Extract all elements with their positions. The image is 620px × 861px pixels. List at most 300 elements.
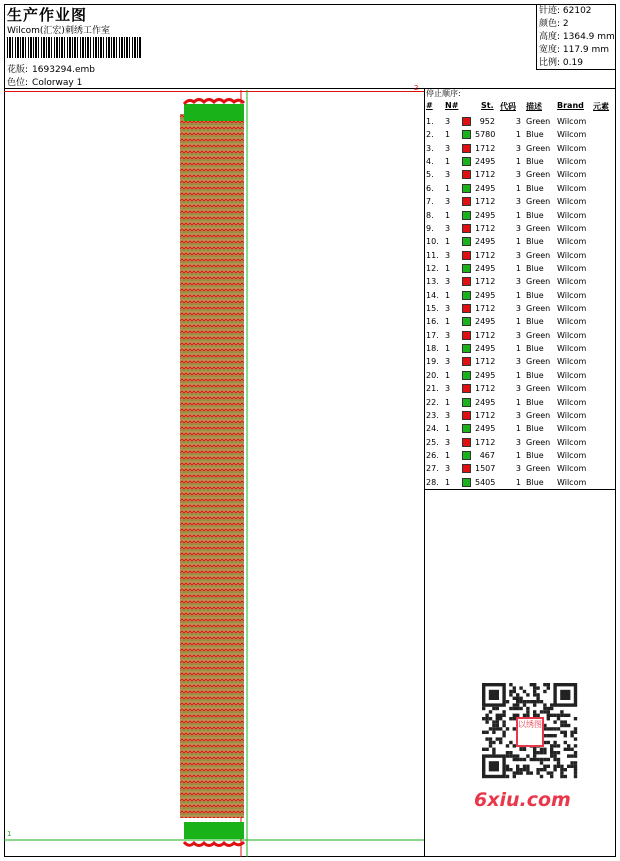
design-label: 花版: bbox=[7, 65, 29, 75]
row-description: Blue bbox=[526, 183, 544, 193]
row-index: 11. bbox=[426, 250, 439, 260]
qr-module bbox=[574, 754, 577, 757]
row-stitches: 2495 bbox=[475, 344, 496, 354]
qr-module bbox=[526, 771, 529, 774]
qr-module bbox=[550, 707, 553, 710]
qr-module bbox=[540, 748, 543, 751]
row-needle: 3 bbox=[445, 250, 451, 260]
row-stitches: 2495 bbox=[475, 237, 496, 247]
qr-module bbox=[485, 737, 488, 740]
row-brand: Wilcom bbox=[557, 384, 587, 394]
row-description: Blue bbox=[526, 290, 544, 300]
qr-module bbox=[557, 717, 560, 720]
colorway-label: 色位: bbox=[7, 78, 29, 88]
color-swatch bbox=[462, 317, 471, 326]
color-swatch bbox=[462, 277, 471, 286]
qr-module bbox=[506, 754, 509, 757]
qr-module bbox=[567, 714, 570, 717]
row-description: Green bbox=[526, 170, 551, 180]
row-index: 8. bbox=[426, 210, 434, 220]
qr-module bbox=[499, 741, 502, 744]
qr-module bbox=[509, 707, 512, 710]
qr-module bbox=[553, 751, 556, 754]
row-index: 22. bbox=[426, 397, 439, 407]
row-brand: Wilcom bbox=[557, 464, 587, 474]
qr-module bbox=[519, 697, 522, 700]
qr-module bbox=[496, 717, 499, 720]
color-count: 颜色: 2 bbox=[539, 19, 569, 29]
qr-module bbox=[567, 744, 570, 747]
colorway-row bbox=[7, 75, 82, 88]
qr-module bbox=[543, 707, 546, 710]
row-code: 1 bbox=[515, 290, 521, 300]
row-index: 16. bbox=[426, 317, 439, 327]
table-row bbox=[425, 222, 616, 235]
row-code: 3 bbox=[515, 330, 521, 340]
table-row bbox=[425, 249, 616, 262]
row-needle: 1 bbox=[445, 157, 451, 167]
stop-sequence-title: 停止顺序: bbox=[426, 89, 461, 98]
qr-module bbox=[567, 754, 570, 757]
qr-module bbox=[564, 748, 567, 751]
qr-module bbox=[560, 771, 563, 774]
qr-module bbox=[533, 700, 536, 703]
row-description: Blue bbox=[526, 477, 544, 487]
qr-module bbox=[513, 697, 516, 700]
qr-module bbox=[513, 771, 516, 774]
table-row bbox=[425, 235, 616, 248]
qr-module bbox=[513, 703, 516, 706]
row-needle: 1 bbox=[445, 370, 451, 380]
qr-module bbox=[533, 693, 536, 696]
qr-module bbox=[526, 710, 529, 713]
qr-module bbox=[547, 686, 550, 689]
row-code: 1 bbox=[515, 210, 521, 220]
row-stitches: 1712 bbox=[475, 410, 496, 420]
table-row bbox=[425, 115, 616, 128]
qr-module bbox=[543, 748, 546, 751]
qr-module bbox=[492, 731, 495, 734]
row-brand: Wilcom bbox=[557, 290, 587, 300]
row-needle: 1 bbox=[445, 344, 451, 354]
table-row bbox=[425, 168, 616, 181]
table-row bbox=[425, 355, 616, 368]
qr-module bbox=[492, 748, 495, 751]
qr-module bbox=[560, 768, 563, 771]
qr-module bbox=[499, 714, 502, 717]
stats-box bbox=[536, 4, 616, 70]
table-row bbox=[425, 289, 616, 302]
qr-module bbox=[530, 700, 533, 703]
qr-module bbox=[553, 765, 556, 768]
qr-module bbox=[543, 690, 546, 693]
row-description: Green bbox=[526, 330, 551, 340]
design-file-row bbox=[7, 62, 95, 75]
qr-module bbox=[499, 737, 502, 740]
qr-module bbox=[509, 683, 512, 686]
design-file: 1693294.emb bbox=[32, 65, 96, 75]
row-brand: Wilcom bbox=[557, 344, 587, 354]
qr-module bbox=[513, 707, 516, 710]
design-canvas bbox=[4, 84, 424, 857]
colorway-name: Colorway 1 bbox=[32, 78, 83, 88]
row-index: 28. bbox=[426, 477, 439, 487]
row-needle: 1 bbox=[445, 451, 451, 460]
row-description: Blue bbox=[526, 344, 544, 354]
qr-module bbox=[543, 751, 546, 754]
qr-module bbox=[509, 751, 512, 754]
qr-module bbox=[506, 765, 509, 768]
row-stitches: 2495 bbox=[475, 157, 496, 167]
table-row bbox=[425, 396, 616, 409]
row-description: Green bbox=[526, 437, 551, 447]
col-header-element: 元素 bbox=[593, 102, 609, 111]
table-row bbox=[425, 128, 616, 141]
qr-module bbox=[533, 686, 536, 689]
color-swatch bbox=[462, 211, 471, 220]
qr-module bbox=[570, 754, 573, 757]
qr-module bbox=[574, 761, 577, 764]
row-description: Green bbox=[526, 143, 551, 153]
color-swatch bbox=[462, 170, 471, 179]
qr-module bbox=[509, 693, 512, 696]
qr-module bbox=[567, 748, 570, 751]
qr-module bbox=[553, 734, 556, 737]
row-stitches: 1712 bbox=[475, 330, 496, 340]
qr-module bbox=[533, 710, 536, 713]
qr-module bbox=[540, 768, 543, 771]
qr-module bbox=[523, 758, 526, 761]
row-brand: Wilcom bbox=[557, 424, 587, 434]
row-stitches: 2495 bbox=[475, 424, 496, 434]
company-name: Wilcom(汇宏)刺绣工作室 bbox=[7, 26, 110, 36]
qr-module bbox=[550, 754, 553, 757]
qr-module bbox=[519, 748, 522, 751]
row-needle: 1 bbox=[445, 183, 451, 193]
qr-module bbox=[540, 751, 543, 754]
qr-module bbox=[550, 748, 553, 751]
qr-module bbox=[547, 714, 550, 717]
qr-module bbox=[506, 700, 509, 703]
row-needle: 3 bbox=[445, 410, 451, 420]
color-swatch bbox=[462, 224, 471, 233]
table-row bbox=[425, 275, 616, 288]
qr-module bbox=[567, 724, 570, 727]
row-stitches: 2495 bbox=[475, 263, 496, 273]
col-header-code: 代码 bbox=[500, 102, 516, 111]
qr-module bbox=[553, 714, 556, 717]
qr-module bbox=[533, 690, 536, 693]
row-brand: Wilcom bbox=[557, 130, 587, 140]
row-code: 1 bbox=[515, 317, 521, 327]
qr-module bbox=[536, 697, 539, 700]
qr-module bbox=[560, 724, 563, 727]
table-row bbox=[425, 476, 616, 489]
row-brand: Wilcom bbox=[557, 437, 587, 447]
row-code: 1 bbox=[515, 130, 521, 140]
qr-module bbox=[523, 703, 526, 706]
row-stitches: 1712 bbox=[475, 170, 496, 180]
qr-finder bbox=[489, 761, 499, 771]
qr-module bbox=[496, 737, 499, 740]
color-swatch bbox=[462, 291, 471, 300]
color-swatch bbox=[462, 304, 471, 313]
row-stitches: 2495 bbox=[475, 183, 496, 193]
qr-module bbox=[506, 751, 509, 754]
qr-module bbox=[485, 717, 488, 720]
row-description: Blue bbox=[526, 210, 544, 220]
qr-module bbox=[543, 710, 546, 713]
qr-module bbox=[492, 724, 495, 727]
table-row bbox=[425, 369, 616, 382]
qr-module bbox=[516, 758, 519, 761]
qr-module bbox=[513, 690, 516, 693]
qr-module bbox=[564, 768, 567, 771]
qr-module bbox=[516, 771, 519, 774]
qr-module bbox=[570, 734, 573, 737]
row-needle: 1 bbox=[445, 317, 451, 327]
qr-module bbox=[557, 751, 560, 754]
row-code: 1 bbox=[515, 451, 521, 460]
row-needle: 3 bbox=[445, 304, 451, 314]
row-stitches: 1712 bbox=[475, 143, 496, 153]
qr-module bbox=[492, 707, 495, 710]
row-stitches: 1712 bbox=[475, 304, 496, 314]
qr-module bbox=[506, 775, 509, 778]
color-swatch bbox=[462, 411, 471, 420]
qr-module bbox=[526, 700, 529, 703]
row-index: 19. bbox=[426, 357, 439, 367]
row-description: Blue bbox=[526, 237, 544, 247]
row-stitches: 1712 bbox=[475, 223, 496, 233]
row-code: 3 bbox=[515, 357, 521, 367]
design-width: 宽度: 117.9 mm bbox=[539, 45, 610, 55]
row-stitches: 1712 bbox=[475, 437, 496, 447]
qr-module bbox=[523, 700, 526, 703]
qr-module bbox=[496, 727, 499, 730]
table-row bbox=[425, 409, 616, 422]
qr-module bbox=[560, 720, 563, 723]
row-brand: Wilcom bbox=[557, 477, 587, 487]
design-scale: 比例: 0.19 bbox=[539, 58, 583, 68]
color-swatch bbox=[462, 331, 471, 340]
qr-module bbox=[550, 703, 553, 706]
qr-module bbox=[516, 765, 519, 768]
qr-module bbox=[485, 731, 488, 734]
row-index: 12. bbox=[426, 263, 439, 273]
table-row bbox=[425, 262, 616, 275]
row-stitches: 5405 bbox=[475, 477, 496, 487]
qr-module bbox=[519, 758, 522, 761]
row-needle: 3 bbox=[445, 143, 451, 153]
qr-module bbox=[492, 727, 495, 730]
qr-module bbox=[492, 741, 495, 744]
row-code: 1 bbox=[515, 370, 521, 380]
qr-module bbox=[516, 768, 519, 771]
color-swatch bbox=[462, 264, 471, 273]
qr-module bbox=[499, 727, 502, 730]
row-stitches: 2495 bbox=[475, 370, 496, 380]
row-brand: Wilcom bbox=[557, 317, 587, 327]
marker-bottom: 1 bbox=[7, 830, 12, 838]
row-index: 25. bbox=[426, 437, 439, 447]
color-swatch bbox=[462, 438, 471, 447]
color-swatch bbox=[462, 451, 471, 460]
table-row bbox=[425, 436, 616, 449]
qr-module bbox=[502, 710, 505, 713]
qr-module bbox=[564, 731, 567, 734]
row-index: 27. bbox=[426, 464, 439, 474]
qr-module bbox=[564, 724, 567, 727]
qr-module bbox=[536, 768, 539, 771]
qr-module bbox=[536, 686, 539, 689]
row-needle: 3 bbox=[445, 437, 451, 447]
qr-module bbox=[519, 707, 522, 710]
table-row bbox=[425, 182, 616, 195]
qr-module bbox=[574, 771, 577, 774]
qr-module bbox=[485, 748, 488, 751]
qr-module bbox=[543, 683, 546, 686]
qr-module bbox=[482, 707, 485, 710]
qr-module bbox=[547, 765, 550, 768]
qr-module bbox=[547, 683, 550, 686]
qr-module bbox=[543, 758, 546, 761]
row-index: 14. bbox=[426, 290, 439, 300]
qr-module bbox=[482, 717, 485, 720]
row-description: Blue bbox=[526, 451, 544, 460]
row-brand: Wilcom bbox=[557, 357, 587, 367]
qr-module bbox=[550, 727, 553, 730]
row-needle: 3 bbox=[445, 384, 451, 394]
row-brand: Wilcom bbox=[557, 197, 587, 207]
qr-module bbox=[526, 707, 529, 710]
qr-module bbox=[547, 710, 550, 713]
qr-module bbox=[547, 707, 550, 710]
color-swatch bbox=[462, 371, 471, 380]
qr-module bbox=[550, 734, 553, 737]
qr-module bbox=[553, 768, 556, 771]
color-swatch bbox=[462, 197, 471, 206]
row-needle: 1 bbox=[445, 210, 451, 220]
row-index: 10. bbox=[426, 237, 439, 247]
row-code: 3 bbox=[515, 410, 521, 420]
row-index: 17. bbox=[426, 330, 439, 340]
qr-module bbox=[536, 771, 539, 774]
qr-module bbox=[496, 720, 499, 723]
qr-module bbox=[489, 737, 492, 740]
row-index: 26. bbox=[426, 451, 439, 460]
qr-module bbox=[550, 751, 553, 754]
color-swatch bbox=[462, 464, 471, 473]
row-description: Green bbox=[526, 223, 551, 233]
color-swatch bbox=[462, 384, 471, 393]
embroidery-preview bbox=[4, 90, 424, 857]
qr-module bbox=[519, 768, 522, 771]
qr-module bbox=[570, 761, 573, 764]
row-description: Blue bbox=[526, 424, 544, 434]
row-index: 18. bbox=[426, 344, 439, 354]
qr-module bbox=[564, 775, 567, 778]
row-brand: Wilcom bbox=[557, 397, 587, 407]
color-swatch bbox=[462, 144, 471, 153]
table-row bbox=[425, 422, 616, 435]
qr-module bbox=[506, 768, 509, 771]
qr-module bbox=[557, 758, 560, 761]
qr-module bbox=[499, 717, 502, 720]
qr-module bbox=[557, 765, 560, 768]
row-code: 3 bbox=[515, 197, 521, 207]
row-index: 21. bbox=[426, 384, 439, 394]
row-brand: Wilcom bbox=[557, 410, 587, 420]
row-index: 9. bbox=[426, 223, 434, 233]
table-row bbox=[425, 209, 616, 222]
qr-module bbox=[513, 758, 516, 761]
qr-module bbox=[553, 758, 556, 761]
color-swatch bbox=[462, 184, 471, 193]
qr-module bbox=[519, 700, 522, 703]
qr-module bbox=[509, 741, 512, 744]
qr-module bbox=[574, 731, 577, 734]
row-code: 1 bbox=[515, 183, 521, 193]
row-needle: 1 bbox=[445, 424, 451, 434]
row-stitches: 2495 bbox=[475, 290, 496, 300]
qr-module bbox=[526, 693, 529, 696]
qr-module bbox=[489, 717, 492, 720]
row-index: 4. bbox=[426, 157, 434, 167]
row-stitches: 1712 bbox=[475, 277, 496, 287]
qr-badge: 以绣图 bbox=[516, 717, 544, 747]
qr-module bbox=[482, 748, 485, 751]
qr-module bbox=[533, 754, 536, 757]
row-code: 1 bbox=[515, 344, 521, 354]
row-index: 7. bbox=[426, 197, 434, 207]
row-needle: 3 bbox=[445, 330, 451, 340]
row-description: Green bbox=[526, 464, 551, 474]
qr-module bbox=[533, 703, 536, 706]
row-needle: 3 bbox=[445, 277, 451, 287]
row-needle: 1 bbox=[445, 237, 451, 247]
qr-module bbox=[519, 686, 522, 689]
row-code: 3 bbox=[515, 384, 521, 394]
row-needle: 1 bbox=[445, 130, 451, 140]
qr-module bbox=[547, 771, 550, 774]
qr-module bbox=[533, 683, 536, 686]
row-brand: Wilcom bbox=[557, 263, 587, 273]
qr-module bbox=[489, 710, 492, 713]
qr-module bbox=[564, 720, 567, 723]
qr-module bbox=[536, 693, 539, 696]
table-row bbox=[425, 462, 616, 475]
color-swatch bbox=[462, 251, 471, 260]
row-brand: Wilcom bbox=[557, 304, 587, 314]
row-description: Blue bbox=[526, 370, 544, 380]
design-height: 高度: 1364.9 mm bbox=[539, 32, 615, 42]
qr-module bbox=[570, 748, 573, 751]
qr-module bbox=[547, 741, 550, 744]
row-description: Green bbox=[526, 304, 551, 314]
row-index: 23. bbox=[426, 410, 439, 420]
row-description: Green bbox=[526, 410, 551, 420]
row-brand: Wilcom bbox=[557, 143, 587, 153]
qr-module bbox=[543, 703, 546, 706]
row-description: Blue bbox=[526, 157, 544, 167]
qr-module bbox=[502, 714, 505, 717]
row-description: Green bbox=[526, 357, 551, 367]
qr-module bbox=[574, 744, 577, 747]
qr-module bbox=[530, 683, 533, 686]
row-stitches: 5780 bbox=[475, 130, 496, 140]
table-row bbox=[425, 329, 616, 342]
